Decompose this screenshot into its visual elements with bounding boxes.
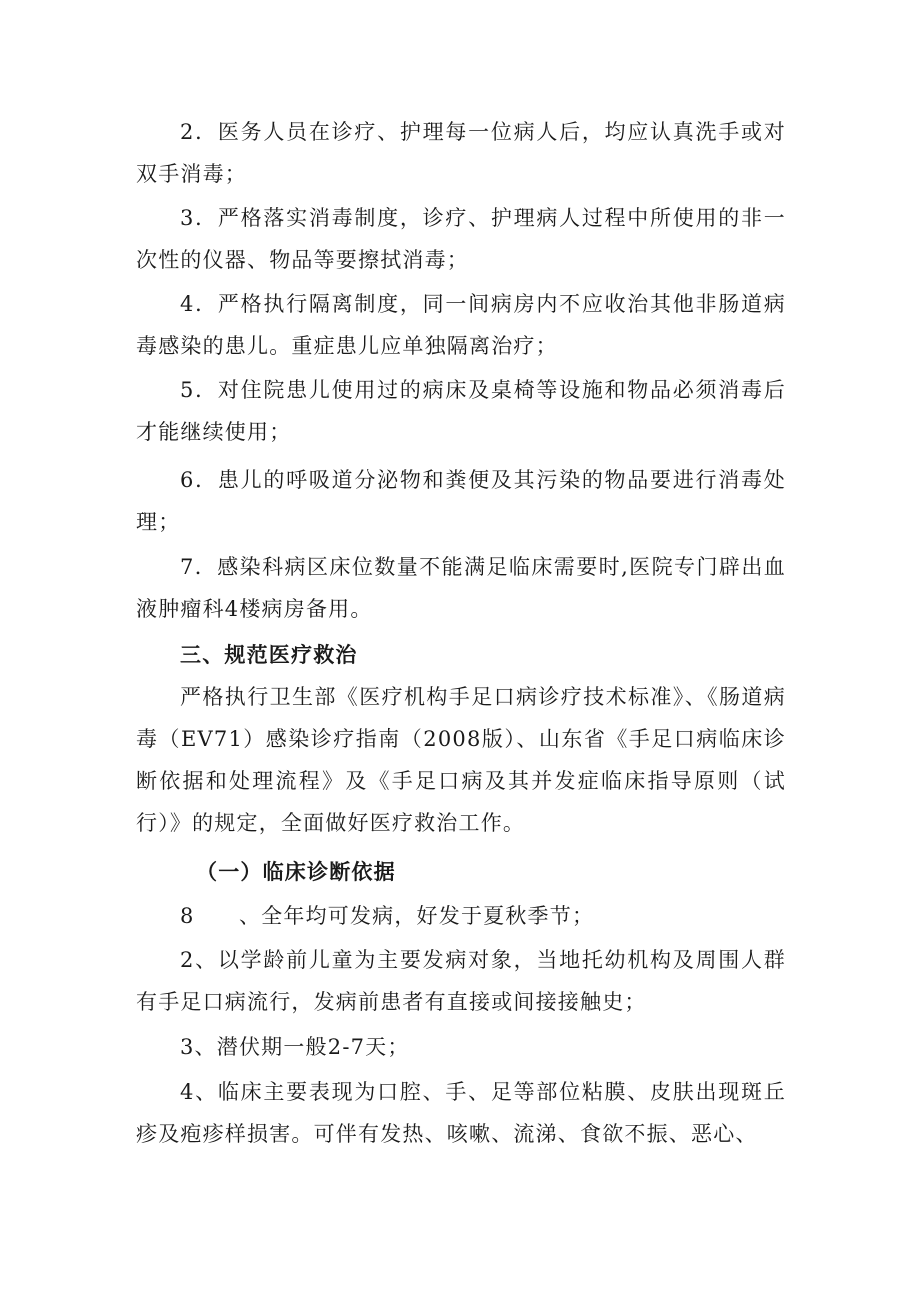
section-heading: 三、规范医疗救治 xyxy=(180,643,358,667)
list-item-7: 7．感染科病区床位数量不能满足临床需要时,医院专门辟出血液肿瘤科4楼病房备用。 xyxy=(136,555,786,621)
criteria-item-4: 4、临床主要表现为口腔、手、足等部位粘膜、皮肤出现斑丘疹及疱疹样损害。可伴有发热、咳嗽、流涕、食欲不振、恶心、 xyxy=(136,1080,786,1146)
list-item-5: 5．对住院患儿使用过的病床及桌椅等设施和物品必须消毒后才能继续使用； xyxy=(136,378,786,444)
subsection-heading: （一）临床诊断依据 xyxy=(196,860,396,884)
criteria-item-2: 2、以学龄前儿童为主要发病对象，当地托幼机构及周围人群有手足口病流行，发病前患者有直接或间接接触史； xyxy=(136,948,786,1014)
list-item-4: 4．严格执行隔离制度，同一间病房内不应收治其他非肠道病毒感染的患儿。重症患儿应单独隔离治疗； xyxy=(136,292,786,358)
list-item-3: 3．严格落实消毒制度，诊疗、护理病人过程中所使用的非一次性的仪器、物品等要擦拭消毒； xyxy=(136,206,786,272)
list-item-6: 6．患儿的呼吸道分泌物和粪便及其污染的物品要进行消毒处理； xyxy=(136,468,786,534)
criteria-item-3: 3、潜伏期一般2-7天； xyxy=(180,1035,410,1059)
section-body: 严格执行卫生部《医疗机构手足口病诊疗技术标准》、《肠道病毒（EV71）感染诊疗指南（2008版）、山东省《手足口病临床诊断依据和处理流程》及《手足口病及其并发症临床指导原则（试行）》的规定，全面做好医疗救治工作。 xyxy=(136,685,786,835)
criteria-item-1: 8 、全年均可发病，好发于夏秋季节； xyxy=(180,904,595,928)
list-item-2: 2．医务人员在诊疗、护理每一位病人后，均应认真洗手或对双手消毒； xyxy=(136,120,786,186)
